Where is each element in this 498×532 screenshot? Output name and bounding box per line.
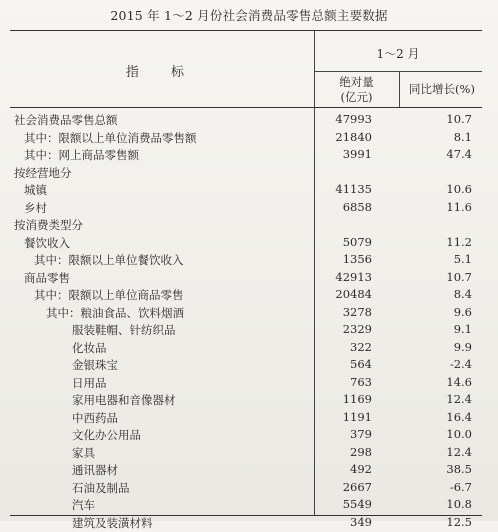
absolute-value-cell: 349: [350, 514, 372, 529]
table-row: [10, 462, 482, 479]
row-label: 乡村: [24, 200, 47, 215]
absolute-value-cell: 1356: [342, 252, 372, 266]
yoy-growth-cell: 16.4: [446, 409, 472, 424]
table-row: [10, 392, 482, 409]
table-row: [10, 165, 482, 182]
table-row: [10, 375, 482, 392]
row-label: 商品零售: [24, 270, 70, 285]
absolute-value-cell: 564: [350, 357, 372, 371]
yoy-growth-cell: 11.2: [446, 234, 472, 249]
yoy-growth-cell: 47.4: [446, 147, 472, 161]
table-row: [10, 515, 482, 532]
row-label: 其中：网上商品零售额: [24, 148, 139, 162]
yoy-growth-cell: 9.9: [453, 339, 472, 354]
row-label: 餐饮收入: [24, 235, 70, 250]
row-label: 其中：限额以上单位商品零售: [34, 288, 184, 302]
row-label: 城镇: [24, 183, 47, 197]
absolute-value-cell: 5549: [342, 497, 372, 511]
table-row: [10, 182, 482, 199]
yoy-growth-cell: 14.6: [446, 374, 472, 389]
absolute-value-header-line2: (亿元): [340, 90, 373, 104]
yoy-growth-cell: 12.4: [446, 392, 472, 406]
table-row: [10, 340, 482, 357]
table-row: [10, 322, 482, 339]
absolute-value-cell: 3278: [342, 304, 372, 319]
table-row: [10, 357, 482, 374]
absolute-value-cell: 492: [350, 462, 372, 476]
table-row: [10, 200, 482, 217]
row-label: 汽车: [72, 498, 95, 512]
row-label: 服装鞋帽、针纺织品: [72, 323, 176, 337]
absolute-value-cell: 1191: [342, 409, 372, 424]
table-row: [10, 287, 482, 304]
absolute-value-cell: 763: [350, 374, 372, 389]
table-row: [10, 130, 482, 147]
row-label: 其中：粮油食品、饮料烟酒: [46, 305, 184, 320]
absolute-value-cell: 379: [350, 427, 372, 441]
row-label: 金银珠宝: [72, 358, 118, 372]
yoy-growth-cell: -2.4: [449, 357, 472, 371]
yoy-growth-cell: 10.6: [446, 182, 472, 196]
row-label: 按经营地分: [14, 165, 72, 180]
yoy-growth-cell: 12.4: [446, 444, 472, 459]
absolute-value-cell: 20484: [335, 287, 372, 301]
yoy-growth-cell: 5.1: [453, 252, 472, 266]
absolute-value-cell: 3991: [342, 147, 372, 161]
yoy-growth-cell: 38.5: [446, 462, 472, 476]
row-label: 其中：限额以上单位消费品零售额: [24, 130, 197, 145]
yoy-growth-cell: 9.1: [453, 322, 472, 336]
row-label: 化妆品: [72, 340, 107, 355]
table-row: [10, 497, 482, 514]
absolute-value-cell: 47993: [335, 112, 372, 126]
table-row: [10, 217, 482, 234]
yoy-growth-cell: 12.5: [446, 514, 472, 529]
absolute-value-cell: 298: [350, 444, 372, 459]
absolute-value-cell: 41135: [335, 182, 372, 196]
absolute-value-cell: 322: [350, 339, 372, 354]
yoy-growth-cell: 10.0: [446, 427, 472, 441]
absolute-value-header: [314, 75, 399, 105]
indicator-header: 指 标: [125, 65, 199, 80]
row-label: 家具: [72, 445, 95, 460]
absolute-value-header-line1: 绝对量: [339, 75, 374, 89]
row-label: 中西药品: [72, 410, 118, 425]
yoy-growth-header: 同比增长(%): [409, 82, 475, 96]
row-label: 建筑及装潢材料: [72, 515, 153, 530]
row-label: 其中：限额以上单位餐饮收入: [34, 253, 184, 267]
table-row: [10, 305, 482, 322]
table-row: [10, 235, 482, 252]
row-label: 通讯器材: [72, 463, 118, 477]
row-label: 家用电器和音像器材: [72, 393, 176, 407]
row-label: 按消费类型分: [14, 218, 83, 232]
table-row: [10, 270, 482, 287]
absolute-value-cell: 1169: [342, 392, 372, 406]
absolute-value-cell: 21840: [335, 129, 372, 144]
table-row: [10, 252, 482, 269]
yoy-growth-cell: 10.8: [446, 497, 472, 511]
absolute-value-cell: 2329: [342, 322, 372, 336]
period-header: 1～2 月: [376, 47, 420, 61]
yoy-growth-cell: -6.7: [449, 479, 472, 494]
yoy-growth-cell: 9.6: [453, 304, 472, 319]
yoy-growth-cell: 10.7: [446, 112, 472, 126]
absolute-value-cell: 5079: [342, 234, 372, 249]
header-divider: [314, 71, 482, 72]
table-row: [10, 112, 482, 129]
table-row: [10, 480, 482, 497]
table-header: [10, 31, 482, 108]
row-label: 石油及制品: [72, 480, 130, 495]
absolute-value-cell: 42913: [335, 269, 372, 284]
yoy-growth-cell: 10.7: [446, 269, 472, 284]
row-label: 文化办公用品: [72, 428, 141, 442]
row-label: 日用品: [72, 375, 107, 390]
header-column-divider: [399, 71, 400, 107]
yoy-growth-cell: 8.4: [453, 287, 472, 301]
yoy-growth-cell: 8.1: [453, 129, 472, 144]
table-row: [10, 147, 482, 164]
row-label: 社会消费品零售总额: [14, 113, 118, 127]
absolute-value-cell: 2667: [342, 479, 372, 494]
table-title: 2015 年 1～2 月份社会消费品零售总额主要数据: [110, 8, 388, 23]
absolute-value-cell: 6858: [342, 199, 372, 214]
yoy-growth-cell: 11.6: [446, 199, 472, 214]
